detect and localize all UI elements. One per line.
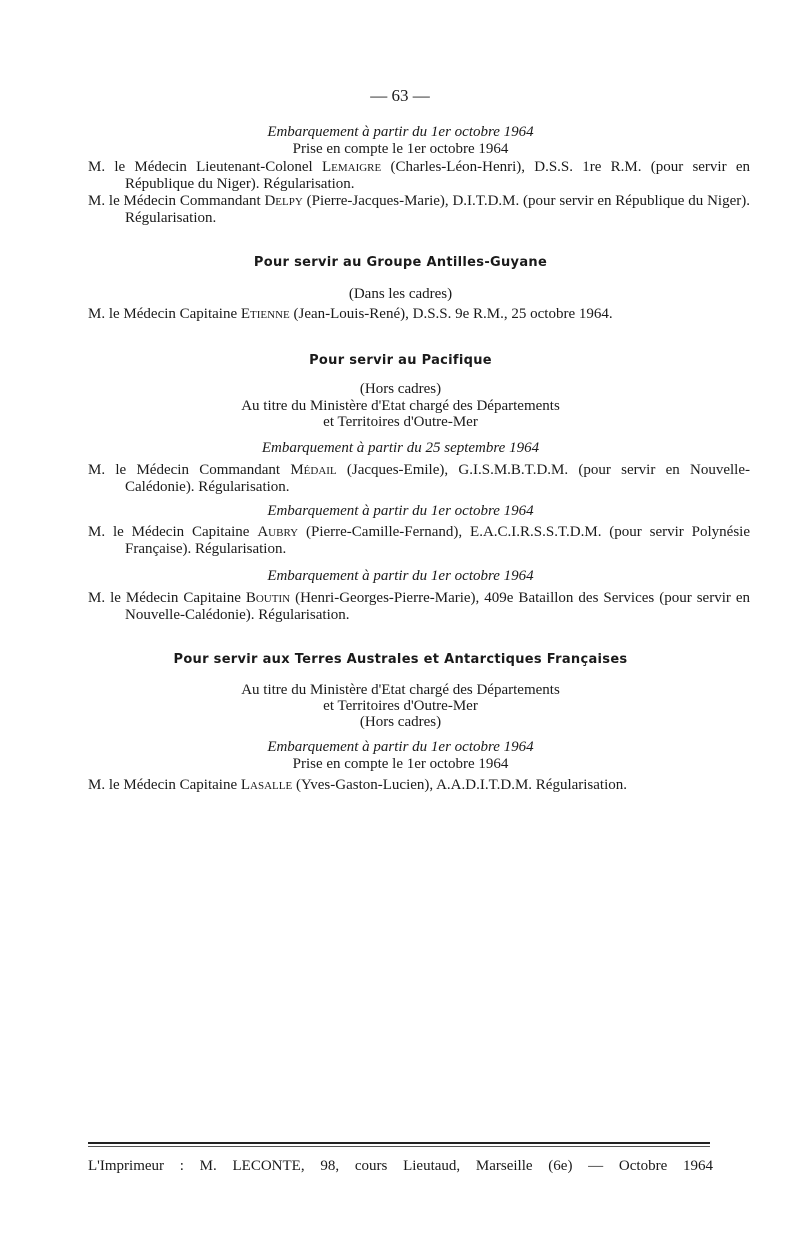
- embarkation-date: Embarquement à partir du 1er octobre 1964: [267, 503, 534, 519]
- officer-name: Aubry: [257, 524, 299, 540]
- embarkation-date: Embarquement à partir du 1er octobre 1964: [267, 124, 534, 140]
- entry-aubry: M. le Médecin Capitaine Aubry (Pierre-Camille-Fernand), E.A.C.I.R.S.S.T.D.M. (pour servir Polynésie Française). Régularisation.: [88, 524, 750, 557]
- entry-delpy: M. le Médecin Commandant Delpy (Pierre-Jacques-Marie), D.I.T.D.M. (pour servir en République du Niger). Régularisation.: [88, 193, 750, 226]
- section-heading-antilles-guyane: Pour servir au Groupe Antilles-Guyane: [253, 255, 548, 270]
- registration-date: Prise en compte le 1er octobre 1964: [292, 141, 509, 157]
- page-number: — 63 —: [370, 86, 430, 105]
- section-heading-pacifique: Pour servir au Pacifique: [309, 353, 492, 368]
- section-subtitle: Au titre du Ministère d'Etat chargé des Départements: [241, 682, 560, 698]
- officer-name: Delpy: [264, 193, 303, 209]
- entry-etienne: M. le Médecin Capitaine Etienne (Jean-Louis-René), D.S.S. 9e R.M., 25 octobre 1964.: [88, 306, 613, 322]
- officer-name: Etienne: [240, 306, 290, 322]
- officer-name: Médail: [290, 462, 337, 478]
- embarkation-date: Embarquement à partir du 25 septembre 1964: [261, 440, 540, 456]
- officer-name: Boutin: [245, 590, 291, 606]
- section-subtitle: Au titre du Ministère d'Etat chargé des Départements: [241, 398, 560, 414]
- footer-rule-thin: [88, 1146, 710, 1147]
- section-heading-taaf: Pour servir aux Terres Australes et Antarctiques Françaises: [173, 652, 628, 667]
- officer-name: Lemaigre: [321, 159, 382, 175]
- embarkation-date: Embarquement à partir du 1er octobre 1964: [267, 739, 534, 755]
- entry-lemaigre: M. le Médecin Lieutenant-Colonel Lemaigre (Charles-Léon-Henri), D.S.S. 1re R.M. (pour servir en République du Niger). Régularisation.: [88, 159, 750, 192]
- section-subtitle: (Hors cadres): [359, 381, 442, 397]
- section-subtitle: et Territoires d'Outre-Mer: [323, 414, 478, 430]
- entry-medail: M. le Médecin Commandant Médail (Jacques-Emile), G.I.S.M.B.T.D.M. (pour servir en Nouvelle-Calédonie). Régularisation.: [88, 462, 750, 495]
- printer-imprint: L'Imprimeur : M. LECONTE, 98, cours Lieutaud, Marseille (6e) — Octobre 1964: [88, 1158, 713, 1174]
- entry-boutin: M. le Médecin Capitaine Boutin (Henri-Georges-Pierre-Marie), 409e Bataillon des Services (pour servir en Nouvelle-Calédonie). Régularisation.: [88, 590, 751, 623]
- embarkation-date: Embarquement à partir du 1er octobre 1964: [267, 568, 534, 584]
- section-subtitle: et Territoires d'Outre-Mer: [323, 698, 478, 714]
- officer-name: Lasalle: [240, 777, 293, 793]
- section-subtitle: (Hors cadres): [359, 714, 442, 730]
- footer-rule: [88, 1142, 710, 1144]
- registration-date: Prise en compte le 1er octobre 1964: [292, 756, 509, 772]
- entry-lasalle: M. le Médecin Capitaine Lasalle (Yves-Gaston-Lucien), A.A.D.I.T.D.M. Régularisation.: [88, 777, 628, 793]
- section-subtitle: (Dans les cadres): [348, 286, 453, 302]
